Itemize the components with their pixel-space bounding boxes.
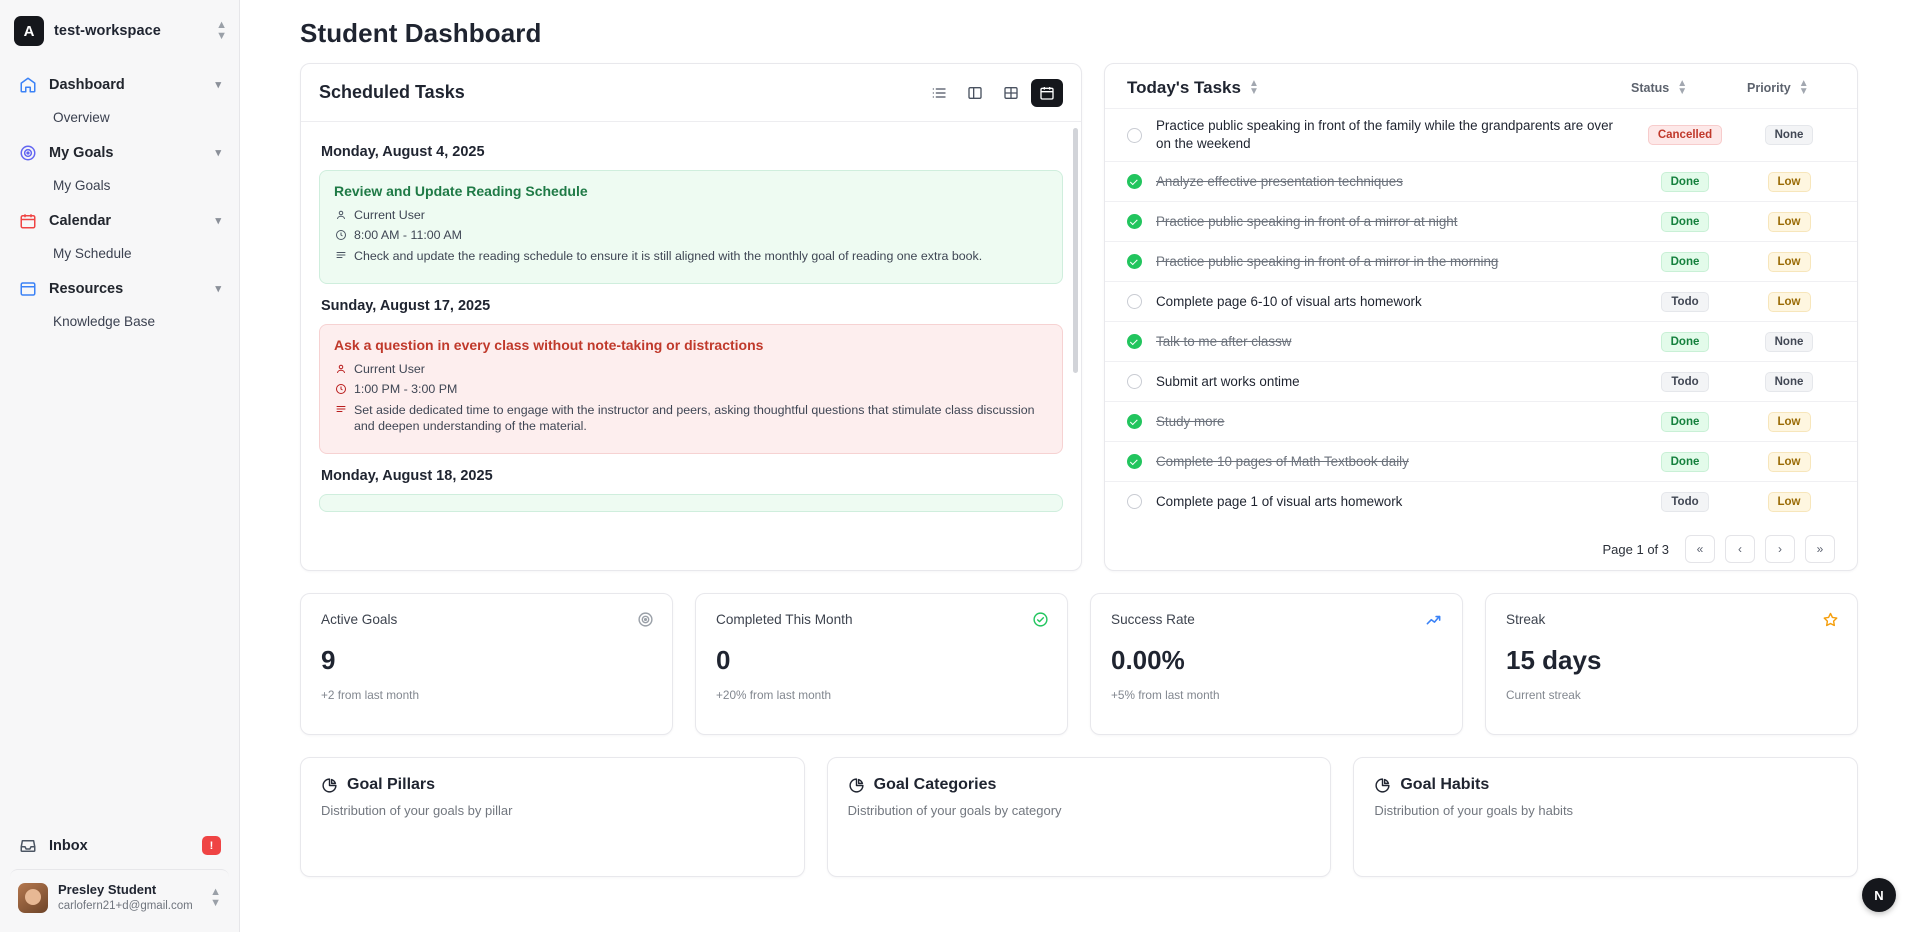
status-badge: Done — [1661, 212, 1710, 232]
task-label: Practice public speaking in front of a mirror in the morning — [1156, 253, 1499, 269]
list-view-icon[interactable] — [923, 79, 955, 107]
priority-cell — [1743, 125, 1835, 145]
inbox-label: Inbox — [49, 837, 88, 854]
nav-group-resources — [10, 270, 229, 336]
event-title: Review and Update Reading Schedule — [334, 183, 588, 199]
calendar-view-icon[interactable] — [1031, 79, 1063, 107]
status-badge: Todo — [1661, 292, 1708, 312]
priority-badge: Low — [1768, 212, 1811, 232]
card-goal-pillars — [300, 757, 805, 877]
scheduled-tasks-card — [300, 63, 1082, 571]
stat-card-active-goals — [300, 593, 673, 735]
task-checkbox[interactable] — [1127, 334, 1142, 349]
workspace-name: test-workspace — [54, 23, 161, 39]
pie-chart-icon — [321, 777, 338, 794]
stat-value: 0.00% — [1111, 645, 1185, 675]
task-label: Analyze effective presentation techniques — [1156, 173, 1403, 189]
stat-subtext: +5% from last month — [1111, 688, 1220, 702]
sidebar-item-inbox[interactable] — [10, 826, 229, 865]
status-cell — [1627, 452, 1743, 472]
column-header-status[interactable] — [1631, 80, 1747, 96]
status-badge: Done — [1661, 172, 1710, 192]
task-label: Complete 10 pages of Math Textbook daily — [1156, 453, 1409, 469]
card-title: Goal Pillars — [347, 776, 436, 793]
stat-card-success-rate — [1090, 593, 1463, 735]
table-row[interactable] — [1105, 241, 1857, 281]
day-label: Sunday, August 17, 2025 — [321, 297, 491, 314]
pagination — [1105, 521, 1857, 579]
stat-label: Streak — [1506, 612, 1546, 627]
priority-badge: None — [1765, 372, 1814, 392]
stat-value: 15 days — [1506, 645, 1602, 675]
sort-priority-icon[interactable]: ▲ ▼ — [1798, 78, 1809, 97]
status-cell — [1627, 172, 1743, 192]
status-cell — [1627, 412, 1743, 432]
task-label: Practice public speaking in front of the family while the grandparents are over on the weekend — [1156, 118, 1614, 152]
page-title: Student Dashboard — [300, 18, 542, 48]
main-content — [240, 0, 1918, 932]
card-title: Goal Categories — [873, 776, 997, 793]
sidebar-item-label: Resources — [49, 280, 124, 297]
sort-tasks-icon[interactable]: ▲ ▼ — [1248, 78, 1259, 97]
chevron-down-icon: ▾ — [215, 147, 221, 159]
task-checkbox[interactable] — [1127, 214, 1142, 229]
event-description: Set aside dedicated time to engage with the instructor and peers, asking thoughtful questions that stimulate class discussion and deepen understanding of the material. — [354, 402, 1035, 434]
priority-badge: Low — [1768, 252, 1811, 272]
stat-card-completed-this-month — [695, 593, 1068, 735]
avatar — [18, 883, 48, 913]
task-label: Submit art works ontime — [1156, 373, 1300, 389]
nav-group-calendar — [10, 202, 229, 268]
bottom-row — [264, 735, 1894, 877]
star-icon — [1822, 611, 1839, 628]
stat-label: Completed This Month — [716, 612, 853, 627]
event-desc-row — [334, 248, 1048, 265]
card-title-row — [321, 776, 784, 794]
event-owner: Current User — [354, 361, 425, 376]
column-header-priority[interactable] — [1747, 80, 1839, 96]
stat-card-streak — [1485, 593, 1858, 735]
grid-view-icon[interactable] — [995, 79, 1027, 107]
todays-tasks-card — [1104, 63, 1858, 571]
day-label: Monday, August 4, 2025 — [321, 144, 485, 160]
card-title-row — [848, 776, 1311, 794]
status-cell — [1627, 212, 1743, 232]
card-goal-categories — [827, 757, 1332, 877]
nav-group-dashboard — [10, 66, 229, 132]
priority-badge: Low — [1768, 412, 1811, 432]
table-row[interactable] — [1105, 321, 1857, 361]
task-checkbox[interactable] — [1127, 128, 1142, 143]
event-time-row — [334, 228, 1048, 242]
priority-badge: Low — [1768, 492, 1811, 512]
home-icon — [18, 75, 37, 94]
book-icon — [18, 279, 37, 298]
todays-tasks-title: Today's Tasks — [1127, 78, 1241, 97]
status-badge: Done — [1661, 252, 1710, 272]
user-name: Presley Student — [58, 882, 157, 898]
priority-cell — [1743, 292, 1835, 312]
status-badge: Cancelled — [1648, 125, 1722, 145]
task-checkbox[interactable] — [1127, 174, 1142, 189]
sidebar-item-label: Calendar — [49, 212, 112, 229]
scheduled-tasks-body[interactable] — [301, 122, 1081, 571]
table-row[interactable] — [1105, 361, 1857, 401]
user-icon — [334, 363, 347, 375]
table-row[interactable] — [1105, 481, 1857, 521]
stat-value: 0 — [716, 645, 731, 675]
clock-icon — [334, 383, 347, 395]
table-row[interactable] — [1105, 108, 1857, 161]
card-subtitle: Distribution of your goals by category — [847, 803, 1062, 818]
priority-cell — [1743, 212, 1835, 232]
status-cell — [1627, 125, 1743, 145]
sidebar — [0, 0, 240, 932]
event-owner: Current User — [354, 208, 425, 222]
stat-subtext: Current streak — [1506, 688, 1581, 702]
task-checkbox[interactable] — [1127, 254, 1142, 269]
sidebar-item-calendar[interactable] — [10, 202, 229, 239]
trending-up-icon — [1425, 611, 1444, 630]
event-title: Ask a question in every class without note-taking or distractions — [334, 336, 764, 353]
priority-badge: Low — [1768, 172, 1811, 192]
chevron-down-icon: ▾ — [215, 79, 221, 91]
table-row[interactable] — [1105, 281, 1857, 321]
card-title-row — [1374, 776, 1837, 794]
sidebar-nav — [0, 62, 239, 338]
column-header-priority-label: Priority — [1747, 81, 1791, 95]
chevron-up-down-icon: ▲ ▼ — [210, 885, 221, 909]
table-row[interactable] — [1105, 401, 1857, 441]
status-badge: Todo — [1661, 372, 1708, 392]
inbox-icon — [18, 836, 37, 855]
status-cell — [1627, 292, 1743, 312]
task-checkbox[interactable] — [1127, 494, 1142, 509]
last-page-button[interactable]: » — [1805, 535, 1835, 563]
schedule-event[interactable] — [319, 324, 1063, 454]
card-goal-habits — [1353, 757, 1858, 877]
target-icon — [18, 143, 37, 162]
workspace-logo: A — [14, 16, 44, 46]
user-email: carlofern21+d@gmail.com — [58, 899, 193, 912]
pie-chart-icon — [848, 777, 865, 794]
sort-status-icon[interactable]: ▲ ▼ — [1677, 78, 1688, 97]
task-checkbox[interactable] — [1127, 294, 1142, 309]
status-badge: Done — [1661, 412, 1710, 432]
priority-cell — [1743, 412, 1835, 432]
status-cell — [1627, 252, 1743, 272]
sidebar-item-label: Dashboard — [49, 76, 125, 93]
description-icon — [334, 249, 347, 261]
task-label: Practice public speaking in front of a mirror at night — [1156, 213, 1458, 229]
priority-badge: Low — [1768, 452, 1811, 472]
chevron-up-down-icon: ▲ ▼ — [216, 19, 227, 42]
check-circle-icon — [1032, 611, 1049, 628]
sidebar-subitem-overview[interactable]: Overview — [53, 110, 110, 125]
assistant-fab-button[interactable]: N — [1862, 878, 1896, 912]
event-owner-row — [334, 362, 1048, 376]
calendar-icon — [18, 211, 37, 230]
status-cell — [1627, 372, 1743, 392]
table-row[interactable] — [1105, 201, 1857, 241]
page-indicator: Page 1 of 3 — [1602, 541, 1669, 557]
scrollbar-thumb[interactable] — [1073, 128, 1078, 373]
card-subtitle: Distribution of your goals by habits — [1374, 803, 1574, 818]
next-page-button[interactable]: › — [1765, 535, 1795, 563]
nav-group-my-goals — [10, 134, 229, 200]
sidebar-item-dashboard[interactable] — [10, 66, 229, 103]
task-checkbox[interactable] — [1127, 414, 1142, 429]
day-label: Monday, August 18, 2025 — [321, 468, 493, 485]
description-icon — [334, 403, 347, 415]
sidebar-subitem-my-goals[interactable]: My Goals — [53, 178, 111, 193]
schedule-event[interactable] — [319, 170, 1063, 284]
workspace-switcher[interactable] — [0, 0, 239, 62]
stat-subtext: +20% from last month — [716, 688, 832, 702]
todays-tasks-header — [1105, 64, 1857, 108]
chevron-down-icon: ▾ — [215, 283, 221, 295]
task-label: Talk to me after classw — [1156, 333, 1292, 349]
user-icon — [334, 209, 347, 221]
event-time: 1:00 PM - 3:00 PM — [354, 381, 458, 396]
sidebar-bottom — [0, 826, 239, 932]
task-label: Complete page 1 of visual arts homework — [1156, 493, 1403, 509]
event-desc-row — [334, 402, 1048, 435]
first-page-button[interactable]: « — [1685, 535, 1715, 563]
pie-chart-icon — [1374, 777, 1391, 794]
task-checkbox[interactable] — [1127, 454, 1142, 469]
inbox-badge: ! — [202, 836, 221, 855]
card-subtitle: Distribution of your goals by pillar — [321, 803, 513, 818]
card-title: Goal Habits — [1400, 776, 1490, 793]
user-menu[interactable] — [10, 869, 229, 922]
scrollbar-track[interactable] — [1073, 128, 1078, 558]
priority-badge: None — [1765, 332, 1814, 352]
column-header-status-label: Status — [1631, 81, 1670, 95]
priority-cell — [1743, 452, 1835, 472]
status-cell — [1627, 492, 1743, 512]
priority-cell — [1743, 252, 1835, 272]
priority-badge: Low — [1768, 292, 1811, 312]
priority-cell — [1743, 372, 1835, 392]
stat-label: Active Goals — [321, 612, 398, 627]
previous-page-button[interactable]: ‹ — [1725, 535, 1755, 563]
sidebar-subitem-knowledge-base[interactable]: Knowledge Base — [53, 314, 156, 329]
stat-label: Success Rate — [1111, 612, 1195, 627]
event-owner-row — [334, 208, 1048, 222]
top-section — [264, 63, 1894, 571]
clock-icon — [334, 229, 347, 241]
scheduled-tasks-title: Scheduled Tasks — [319, 82, 465, 102]
schedule-event-partial[interactable] — [319, 494, 1063, 512]
stat-value: 9 — [321, 645, 336, 675]
stat-subtext: +2 from last month — [321, 688, 420, 702]
event-description: Check and update the reading schedule to ensure it is still aligned with the monthly goal of reading one extra book. — [354, 249, 983, 263]
target-icon — [637, 611, 654, 628]
chevron-down-icon: ▾ — [215, 215, 221, 227]
status-badge: Done — [1661, 452, 1710, 472]
table-row[interactable] — [1105, 161, 1857, 201]
task-checkbox[interactable] — [1127, 374, 1142, 389]
priority-cell — [1743, 332, 1835, 352]
stats-row — [264, 571, 1894, 735]
scheduled-tasks-header — [301, 64, 1081, 122]
split-view-icon[interactable] — [959, 79, 991, 107]
sidebar-subitem-my-schedule[interactable]: My Schedule — [53, 246, 132, 261]
priority-cell — [1743, 492, 1835, 512]
view-toggle — [919, 79, 1063, 107]
priority-cell — [1743, 172, 1835, 192]
event-time: 8:00 AM - 11:00 AM — [354, 228, 462, 242]
status-badge: Done — [1661, 332, 1710, 352]
table-row[interactable] — [1105, 441, 1857, 481]
task-label: Study more — [1156, 413, 1225, 429]
sidebar-item-label: My Goals — [49, 144, 114, 161]
sidebar-item-my-goals[interactable] — [10, 134, 229, 171]
sidebar-item-resources[interactable] — [10, 270, 229, 307]
task-list — [1105, 108, 1857, 521]
task-label: Complete page 6-10 of visual arts homework — [1156, 293, 1422, 309]
status-cell — [1627, 332, 1743, 352]
status-badge: Todo — [1661, 492, 1708, 512]
priority-badge: None — [1765, 125, 1814, 145]
event-time-row — [334, 382, 1048, 396]
